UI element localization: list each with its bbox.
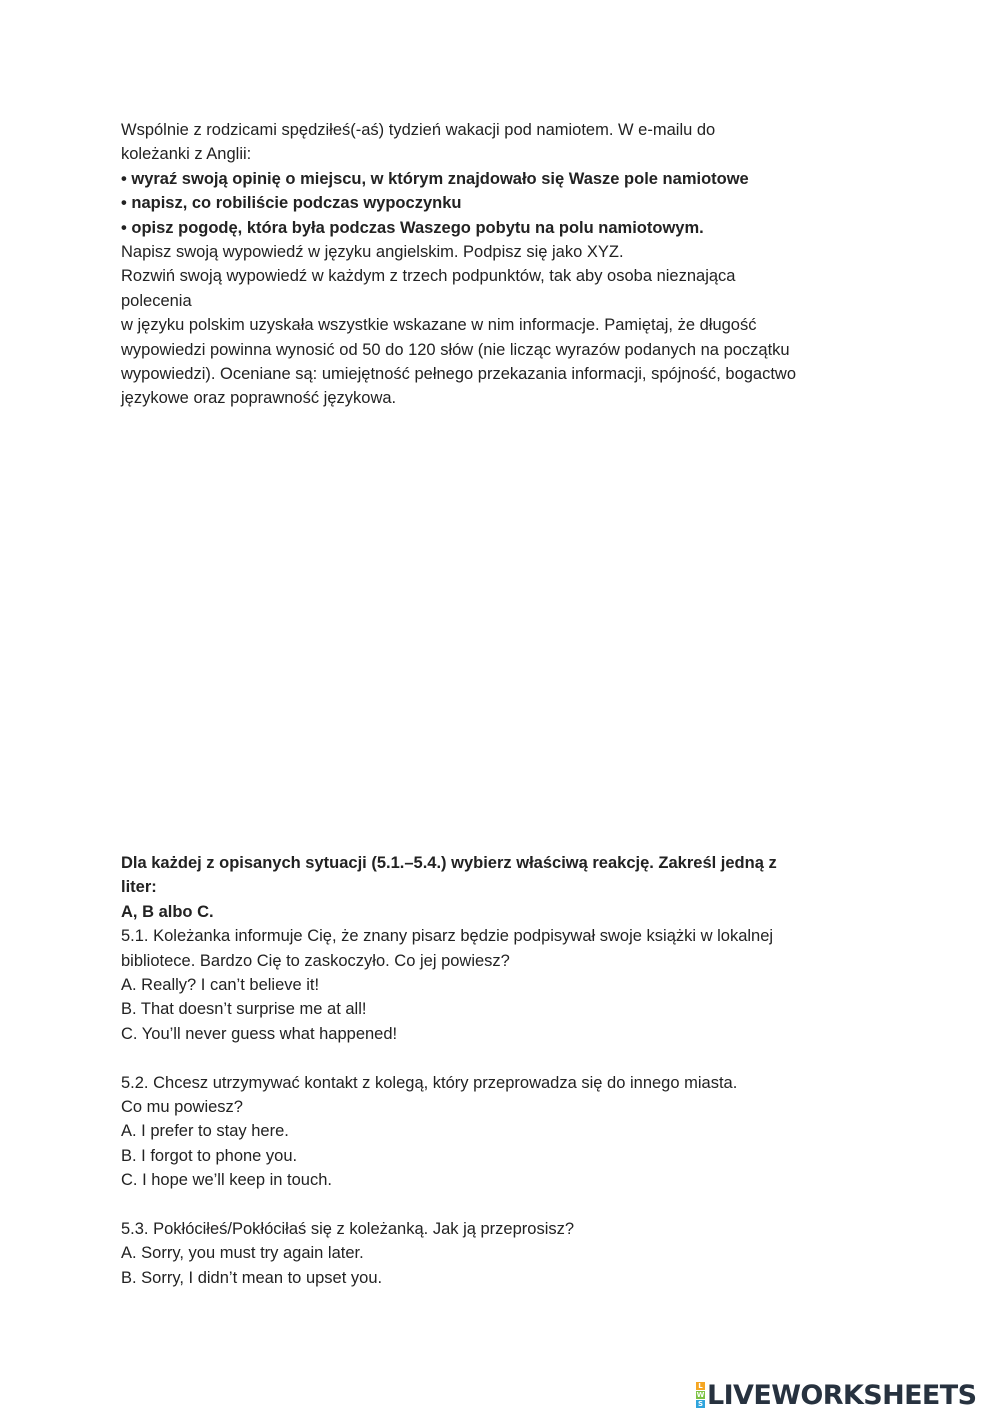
logo-text: LIVEWORKSHEETS bbox=[707, 1379, 977, 1411]
answer-option[interactable]: C. I hope we’ll keep in touch. bbox=[121, 1171, 332, 1190]
task-description bbox=[121, 118, 881, 411]
logo-icon-square: L bbox=[696, 1382, 705, 1390]
question-5-2 bbox=[121, 1071, 881, 1193]
spacer bbox=[121, 1046, 881, 1070]
task-instruction-line: w języku polskim uzyskała wszystkie wskazane w nim informacje. Pamiętaj, że długość bbox=[121, 316, 757, 335]
logo-icon-square: W bbox=[696, 1391, 705, 1399]
answer-option[interactable]: C. You’ll never guess what happened! bbox=[121, 1024, 398, 1043]
answer-option[interactable]: A. I prefer to stay here. bbox=[121, 1122, 289, 1141]
question-prompt-line: bibliotece. Bardzo Cię to zaskoczyło. Co jej powiesz? bbox=[121, 951, 510, 970]
question-5-1 bbox=[121, 924, 881, 1046]
quiz-heading-line: Dla każdej z opisanych sytuacji (5.1.–5.4.) wybierz właściwą reakcję. Zakreśl jedną z bbox=[121, 854, 777, 872]
task-instruction-line: wypowiedzi powinna wynosić od 50 do 120 słów (nie licząc wyrazów podanych na początku bbox=[121, 340, 790, 359]
task-intro-line: Wspólnie z rodzicami spędziłeś(-aś) tydzień wakacji pod namiotem. W e-mailu do bbox=[121, 121, 716, 139]
answer-option[interactable]: A. Sorry, you must try again later. bbox=[121, 1244, 364, 1263]
liveworksheets-logo bbox=[696, 1379, 976, 1411]
question-prompt-line: 5.2. Chcesz utrzymywać kontakt z kolegą, który przeprowadza się do innego miasta. bbox=[121, 1073, 738, 1092]
quiz-section bbox=[121, 851, 881, 1290]
question-prompt-line: 5.3. Pokłóciłeś/Pokłóciłaś się z koleżanką. Jak ją przeprosisz? bbox=[121, 1219, 575, 1238]
answer-option[interactable]: A. Really? I can’t believe it! bbox=[121, 975, 320, 994]
task-instruction-line: Rozwiń swoją wypowiedź w każdym z trzech podpunktów, tak aby osoba nieznająca bbox=[121, 267, 736, 286]
quiz-heading-line: liter: bbox=[121, 878, 157, 897]
question-5-3 bbox=[121, 1217, 881, 1290]
task-instruction-line: polecenia bbox=[121, 291, 192, 310]
task-instruction-line: językowe oraz poprawność językowa. bbox=[121, 389, 397, 408]
task-bullet: • opisz pogodę, która była podczas Waszego pobytu na polu namiotowym. bbox=[121, 218, 704, 237]
answer-option[interactable]: B. Sorry, I didn’t mean to upset you. bbox=[121, 1268, 383, 1287]
question-prompt-line: 5.1. Koleżanka informuje Cię, że znany pisarz będzie podpisywał swoje książki w lokalnej bbox=[121, 927, 774, 946]
task-bullet: • wyraź swoją opinię o miejscu, w którym znajdowało się Wasze pole namiotowe bbox=[121, 169, 749, 188]
task-instruction-line: Napisz swoją wypowiedź w języku angielskim. Podpisz się jako XYZ. bbox=[121, 242, 624, 261]
task-instruction-line: wypowiedzi). Oceniane są: umiejętność pełnego przekazania informacji, spójność, bogactwo bbox=[121, 364, 797, 383]
task-bullet: • napisz, co robiliście podczas wypoczynku bbox=[121, 194, 462, 213]
quiz-heading-line: A, B albo C. bbox=[121, 902, 214, 921]
answer-option[interactable]: B. That doesn’t surprise me at all! bbox=[121, 1000, 367, 1019]
answer-option[interactable]: B. I forgot to phone you. bbox=[121, 1146, 298, 1165]
logo-icon-square: S bbox=[697, 1400, 704, 1408]
task-intro-line: koleżanki z Anglii: bbox=[121, 145, 252, 164]
question-prompt-line: Co mu powiesz? bbox=[121, 1097, 243, 1116]
spacer bbox=[121, 1192, 881, 1216]
logo-icon bbox=[696, 1382, 705, 1409]
